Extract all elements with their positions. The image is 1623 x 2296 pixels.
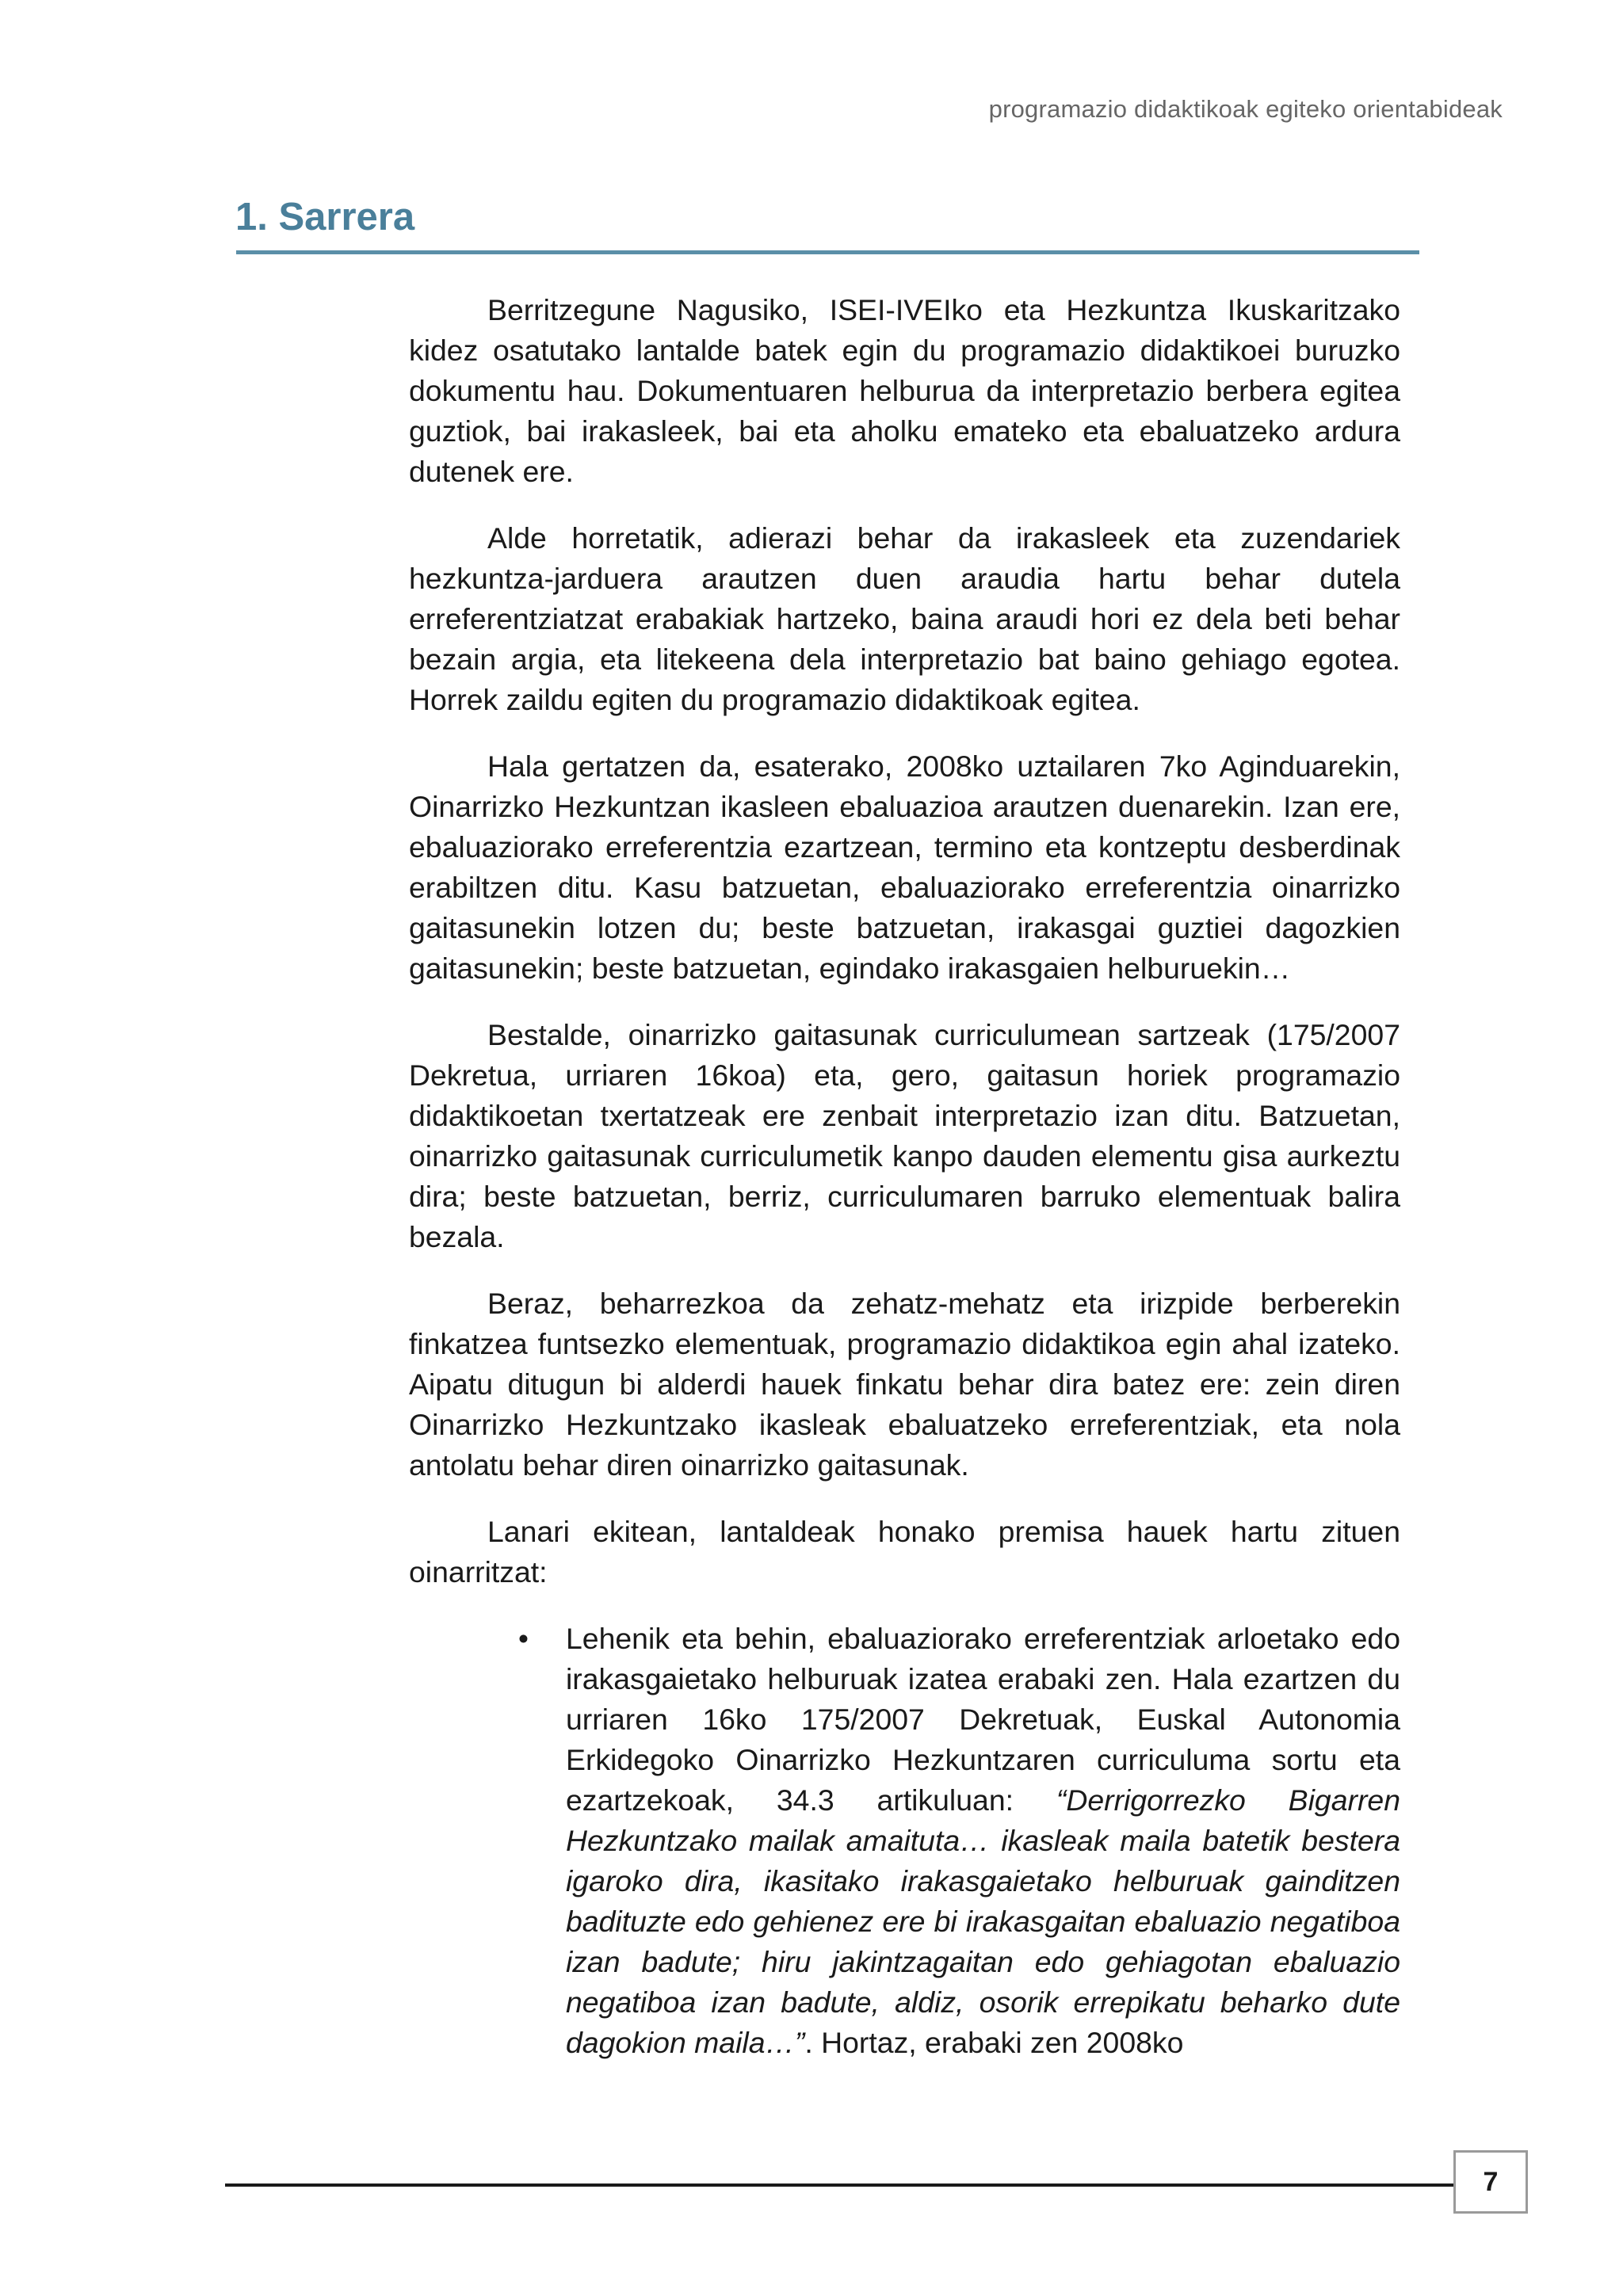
paragraph-1: Berritzegune Nagusiko, ISEI-IVEIko eta Hezkuntza Ikuskaritzako kidez osatutako lantalde batek egin du programazio didaktikoei buruzko dokumentu hau. Dokumentuaren helburua da interpretazio berbera egitea guztiok, bai irakasleek, bai eta aholku emateko eta ebaluatzeko ardura dutenek ere. [409,293,1400,488]
paragraph-5: Beraz, beharrezkoa da zehatz-mehatz eta irizpide berberekin finkatzea funtsezko elementuak, programazio didaktikoa egin ahal izateko. Aipatu ditugun bi alderdi hauek finkatu behar dira batez ere: zein diren Oinarrizko Hezkuntzako ikasleak ebaluatzeko erreferentziak, eta nola antolatu behar diren oinarrizko gaitasunak. [409,1287,1400,1482]
paragraph-6: Lanari ekitean, lantaldeak honako premisa hauek hartu zituen oinarritzat: [409,1515,1400,1589]
paragraph-3: Hala gertatzen da, esaterako, 2008ko uztailaren 7ko Aginduarekin, Oinarrizko Hezkuntzan ikasleen ebaluazioa arautzen duenarekin. Izan ere, ebaluaziorako erreferentzia ezartzean, termino eta kontzeptu desberdinak erabiltzen ditu. Kasu batzuetan, ebaluaziorako erreferentzia oinarrizko gaitasunekin lotzen du; beste batzuetan, irakasgai guztiei dagozkien gaitasunekin; beste batzuetan, egindako irakasgaien helburuekin… [409,749,1400,985]
paragraph-2: Alde horretatik, adierazi behar da irakasleek eta zuzendariek hezkuntza-jarduera arautzen duen araudia hartu behar dutela erreferentziatzat erabakiak hartzeko, baina araudi hori ez dela beti behar bezain argia, eta litekeena dela interpretazio bat baino gehiago egotea. Horrek zaildu egiten du programazio didaktikoak egitea. [409,521,1400,716]
footer-rule [225,2183,1453,2187]
bullet-icon: • [518,1623,529,1655]
paragraph-4: Bestalde, oinarrizko gaitasunak curriculumean sartzeak (175/2007 Dekretua, urriaren 16koa) eta, gero, gaitasun horiek programazio didaktikoetan txertatzeak ere zenbait interpretazio izan ditu. Batzuetan, oinarrizko gaitasunak curriculumetik kanpo dauden elementu gisa aurkeztu dira; beste batzuetan, berriz, curriculumaren barruko elementuak balira bezala. [409,1018,1400,1253]
premise-list [409,1619,1400,2063]
bullet-text-continuation: . Hortaz, erabaki zen 2008ko [804,2026,1184,2059]
page-number: 7 [1453,2150,1528,2214]
list-item [518,1619,1400,2063]
running-header: programazio didaktikoak egiteko orientabideak [988,95,1503,123]
bullet-text: Lehenik eta behin, ebaluaziorako erreferentziak arloetako edo irakasgaietako helburuak izatea erabaki zen. Hala ezartzen du urriaren 16ko 175/2007 Dekretuak, Euskal Autonomia Erkidegoko Oinarrizko Hezkuntzaren curriculuma sortu eta ezartzekoak, 34.3 artikuluan: [566,1622,1400,1817]
title-underline [236,250,1419,254]
body-text [409,290,1400,2063]
section-title: 1. Sarrera [235,196,415,238]
decree-quote: “Derrigorrezko Bigarren Hezkuntzako mailak amaituta… ikasleak maila batetik bestera igaroko dira, ikasitako irakasgaietako helburuak gainditzen badituzte edo gehienez ere bi irakasgaitan ebaluazio negatiboa izan badute; hiru jakintzagaitan edo gehiagotan ebaluazio negatiboa izan badute, aldiz, osorik errepikatu beharko dute dagokion maila…” [566,1783,1400,2059]
